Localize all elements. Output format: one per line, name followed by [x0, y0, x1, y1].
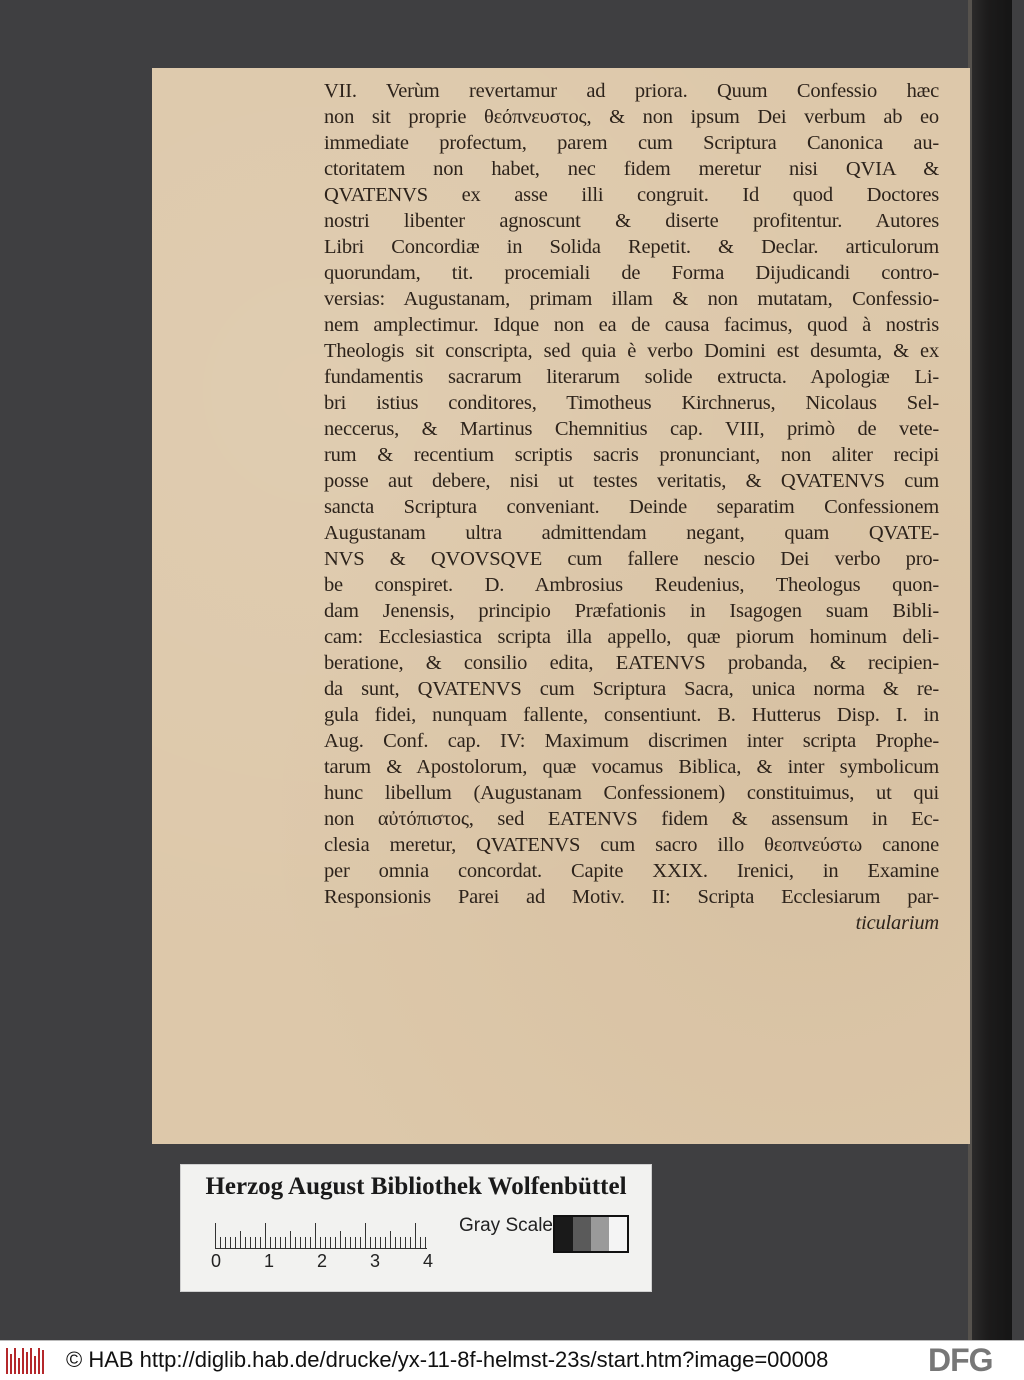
text-line: neccerus, & Martinus Chemnitius cap. VIII, primò de vete- [324, 418, 939, 440]
ruler-tick [275, 1237, 276, 1249]
text-line: immediate profectum, parem cum Scriptura Canonica au- [324, 132, 939, 154]
text-line: Augustanam ultra admittendam negant, quam QVATE- [324, 522, 939, 544]
barcode-bar [22, 1348, 24, 1374]
ruler-number: 0 [211, 1251, 222, 1271]
text-line: per omnia concordat. Capite XXIX. Irenici, in Examine [324, 860, 939, 882]
ruler-tick [280, 1237, 281, 1249]
text-line: nostri libenter agnoscunt & diserte profitentur. Autores [324, 210, 939, 232]
text-line: quorundam, tit. procemiali de Forma Dijudicandi contro- [324, 262, 939, 284]
ruler-tick [335, 1237, 336, 1249]
text-line: fundamentis sacrarum literarum solide extructa. Apologiæ Li- [324, 366, 939, 388]
ruler [215, 1215, 445, 1249]
text-line: nem amplectimur. Idque non ea de causa facimus, quod à nostris [324, 314, 939, 336]
text-line: VII. Verùm revertamur ad priora. Quum Confessio hæc [324, 80, 939, 102]
text-line: non αὐτόπιστος, sed EATENVS fidem & assensum in Ec- [324, 808, 939, 830]
ruler-tick [225, 1237, 226, 1249]
text-line: gula fidei, nunquam fallente, consentiunt. B. Hutterus Disp. I. in [324, 704, 939, 726]
barcode-bar [42, 1350, 44, 1374]
barcode-bar [10, 1354, 12, 1374]
text-line: sancta Scriptura conveniant. Deinde separatim Confessionem [324, 496, 939, 518]
ruler-tick [290, 1231, 291, 1249]
ruler-tick [395, 1237, 396, 1249]
ruler-tick [245, 1237, 246, 1249]
ruler-tick [260, 1237, 261, 1249]
ruler-tick [310, 1237, 311, 1249]
library-label [180, 1164, 652, 1292]
text-line: NVS & QVOVSQVE cum fallere nescio Dei verbo pro- [324, 548, 939, 570]
ruler-tick [370, 1237, 371, 1249]
gray-swatch [555, 1217, 573, 1251]
text-line: da sunt, QVATENVS cum Scriptura Sacra, unica norma & re- [324, 678, 939, 700]
ruler-number: 4 [423, 1251, 434, 1271]
gray-swatch [591, 1217, 609, 1251]
library-name: Herzog August Bibliothek Wolfenbüttel [205, 1173, 627, 1200]
ruler-tick [420, 1237, 421, 1249]
ruler-tick [385, 1237, 386, 1249]
text-line: hunc libellum (Augustanam Confessionem) constituimus, ut qui [324, 782, 939, 804]
catchword: ticularium [855, 912, 939, 934]
barcode-bar [30, 1348, 32, 1374]
ruler-tick [285, 1237, 286, 1249]
text-line: Responsionis Parei ad Motiv. II: Scripta Ecclesiarum par- [324, 886, 939, 908]
text-line: bri istius conditores, Timotheus Kirchnerus, Nicolaus Sel- [324, 392, 939, 414]
ruler-tick [355, 1237, 356, 1249]
page-text [324, 78, 939, 936]
barcode-bar [34, 1356, 36, 1374]
book-spine [972, 0, 1012, 1340]
ruler-number: 1 [264, 1251, 275, 1271]
ruler-tick [235, 1237, 236, 1249]
text-line: ctoritatem non habet, nec fidem meretur nisi QVIA & [324, 158, 939, 180]
copyright-url[interactable]: © HAB http://diglib.hab.de/drucke/yx-11-8f-helmst-23s/start.htm?image=00008 [66, 1347, 829, 1372]
ruler-tick [215, 1223, 216, 1249]
ruler-tick [390, 1231, 391, 1249]
ruler-tick [415, 1223, 416, 1249]
text-line: clesia meretur, QVATENVS cum sacro illo θεοπνεύστω canone [324, 834, 939, 856]
gray-swatch [573, 1217, 591, 1251]
ruler-tick [400, 1237, 401, 1249]
ruler-number: 2 [317, 1251, 328, 1271]
ruler-tick [330, 1237, 331, 1249]
ruler-tick [250, 1237, 251, 1249]
ruler-tick [375, 1237, 376, 1249]
ruler-tick [425, 1237, 426, 1249]
ruler-tick [405, 1237, 406, 1249]
text-line: Theologis sit conscripta, sed quia è verbo Domini est desumta, & ex [324, 340, 939, 362]
ruler-tick [295, 1237, 296, 1249]
ruler-tick [315, 1223, 316, 1249]
ruler-tick [325, 1237, 326, 1249]
barcode-bar [38, 1348, 40, 1374]
ruler-tick [380, 1237, 381, 1249]
text-line: QVATENVS ex asse illi congruit. Id quod Doctores [324, 184, 939, 206]
text-line: dam Jenensis, principio Præfationis in Isagogen suam Bibli- [324, 600, 939, 622]
text-line: tarum & Apostolorum, quæ vocamus Biblica, & inter symbolicum [324, 756, 939, 778]
ruler-tick [300, 1237, 301, 1249]
text-line: beratione, & consilio edita, EATENVS probanda, & recipien- [324, 652, 939, 674]
ruler-tick [270, 1237, 271, 1249]
gray-scale-label: Gray Scale [459, 1215, 553, 1236]
ruler-tick [220, 1237, 221, 1249]
gray-scale-swatch [553, 1215, 629, 1253]
ruler-tick [340, 1231, 341, 1249]
barcode-bar [26, 1352, 28, 1374]
ruler-tick [305, 1237, 306, 1249]
ruler-tick [320, 1237, 321, 1249]
ruler-tick [230, 1237, 231, 1249]
barcode-bar [18, 1358, 20, 1374]
ruler-tick [350, 1237, 351, 1249]
text-line: non sit proprie θεόπνευστος, & non ipsum Dei verbum ab eo [324, 106, 939, 128]
ruler-tick [255, 1237, 256, 1249]
text-line: posse aut debere, nisi ut testes veritatis, & QVATENVS cum [324, 470, 939, 492]
ruler-tick [345, 1237, 346, 1249]
text-line: Libri Concordiæ in Solida Repetit. & Declar. articulorum [324, 236, 939, 258]
ruler-tick [365, 1223, 366, 1249]
text-line: Aug. Conf. cap. IV: Maximum discrimen inter scripta Prophe- [324, 730, 939, 752]
barcode-bar [14, 1348, 16, 1374]
gray-swatch [609, 1217, 627, 1251]
ruler-number: 3 [370, 1251, 381, 1271]
text-line: cam: Ecclesiastica scripta illa appello, quæ piorum hominum deli- [324, 626, 939, 648]
library-barcode-icon [6, 1348, 46, 1374]
dfg-logo: DFG [928, 1342, 993, 1378]
ruler-tick [240, 1231, 241, 1249]
ruler-tick [410, 1237, 411, 1249]
barcode-bar [6, 1348, 8, 1374]
text-line: be conspiret. D. Ambrosius Reudenius, Theologus quon- [324, 574, 939, 596]
text-line: rum & recentium scriptis sacris pronunciant, non aliter recipi [324, 444, 939, 466]
ruler-tick [265, 1223, 266, 1249]
viewer-footer [0, 1340, 1024, 1380]
book-page [152, 68, 970, 1144]
ruler-tick [360, 1237, 361, 1249]
text-line: versias: Augustanam, primam illam & non mutatam, Confessio- [324, 288, 939, 310]
